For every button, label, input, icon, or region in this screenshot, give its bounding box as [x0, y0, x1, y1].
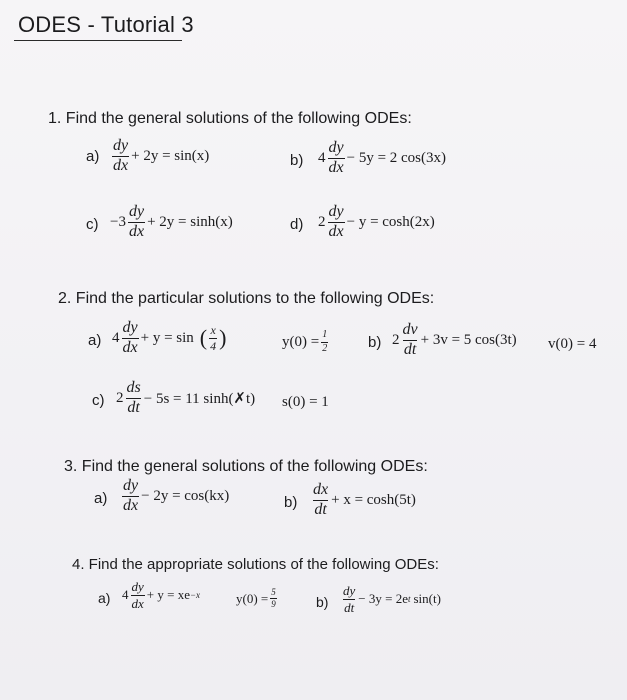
q2a-initial-condition: y(0) = $\frac{1}{2}$ — [282, 329, 328, 354]
q3b-rhs: + x = cosh(5t) — [331, 491, 416, 508]
q1d-equation — [318, 204, 435, 241]
q2b-equation — [392, 322, 517, 359]
q2c-rhs: − 5s = 11 sinh(✗t) — [143, 390, 256, 407]
q4a-label: a) — [98, 590, 111, 606]
q1d-derivative: $\frac{dy}{dx}$ — [328, 203, 344, 240]
q4a-equation — [122, 580, 200, 610]
q2a-label: a) — [88, 332, 102, 349]
q2c-coef: 2 — [116, 389, 124, 406]
q4a-ic-fraction: $\frac{5}{9}$ — [271, 587, 276, 610]
q1-heading: 1. Find the general solutions of the following ODEs: — [48, 110, 412, 127]
q2a-derivative: $\frac{dy}{dx}$ — [122, 319, 138, 356]
q2c-initial-condition: s(0) = 1 — [282, 394, 329, 410]
q1a-rhs: + 2y = sin(x) — [131, 147, 210, 164]
q1a-label: a) — [86, 148, 100, 165]
q2a-ic-fraction: $\frac{1}{2}$ — [322, 329, 328, 354]
q2c-equation — [116, 380, 255, 417]
q3b-label: b) — [284, 494, 298, 511]
q3a-derivative: $\frac{dy}{dx}$ — [123, 477, 139, 514]
q3a-equation — [120, 478, 229, 515]
q1c-coef: −3 — [110, 213, 126, 230]
q4b-label: b) — [316, 594, 329, 610]
q1c-label: c) — [86, 216, 99, 233]
q1b-rhs: − 5y = 2 cos(3x) — [346, 149, 447, 166]
q1d-rhs: − y = cosh(2x) — [346, 213, 435, 230]
q2b-coef: 2 — [392, 331, 400, 348]
q3a-label: a) — [94, 490, 108, 507]
title-underline — [14, 40, 182, 41]
q1c-derivative: $\frac{dy}{dx}$ — [128, 203, 145, 240]
q3-heading: 3. Find the general solutions of the following ODEs: — [64, 458, 428, 475]
q4a-derivative: $\frac{dy}{dx}$ — [131, 579, 144, 611]
q4a-rhs: + y = xe — [146, 587, 190, 603]
q4a-initial-condition: y(0) = $\frac{5}{9}$ — [236, 587, 276, 610]
q1b-derivative: $\frac{dy}{dx}$ — [328, 139, 344, 176]
q3b-equation — [310, 482, 416, 519]
q2c-label: c) — [92, 392, 105, 409]
q1b-equation — [318, 140, 446, 177]
q2b-label: b) — [368, 334, 382, 351]
q1d-label: d) — [290, 216, 304, 233]
q4b-equation — [340, 584, 441, 614]
page-title: ODES - Tutorial 3 — [18, 12, 194, 37]
q1a-derivative: $\frac{dy}{dx}$ — [113, 137, 129, 174]
q4b-rhs-tail: sin(t) — [413, 591, 441, 607]
q2-heading: 2. Find the particular solutions to the following ODEs: — [58, 290, 435, 307]
q1b-coef: 4 — [318, 149, 326, 166]
q4-heading: 4. Find the appropriate solutions of the following ODEs: — [72, 556, 439, 573]
q1c-equation — [110, 204, 233, 241]
q4b-exponent: t — [407, 594, 411, 605]
q2a-rhs: + y = sin — [140, 329, 194, 346]
q2a-coef: 4 — [112, 329, 120, 346]
q2b-rhs: + 3v = 5 cos(3t) — [420, 331, 517, 348]
q1b-label: b) — [290, 152, 304, 169]
q2b-derivative: $\frac{dv}{dt}$ — [402, 321, 418, 358]
q1c-rhs: + 2y = sinh(x) — [147, 213, 233, 230]
q2a-sin-arg: $\frac{x}{4}$ — [210, 323, 217, 353]
q1a-equation — [110, 138, 209, 175]
q4b-derivative: $\frac{dy}{dt}$ — [343, 583, 356, 615]
q2a-equation: 4 $\frac{dy}{dx}$ + y = sin ( $\frac{x}{4}$ ) — [112, 319, 227, 356]
q3b-derivative: $\frac{dx}{dt}$ — [313, 481, 329, 518]
q4a-exponent: −x — [189, 590, 201, 601]
q3a-rhs: − 2y = cos(kx) — [141, 487, 230, 504]
q2b-initial-condition: v(0) = 4 — [548, 336, 597, 352]
q4a-coef: 4 — [122, 587, 129, 603]
q4b-rhs: − 3y = 2e — [358, 591, 408, 607]
q1d-coef: 2 — [318, 213, 326, 230]
q2c-derivative: $\frac{ds}{dt}$ — [126, 379, 141, 416]
